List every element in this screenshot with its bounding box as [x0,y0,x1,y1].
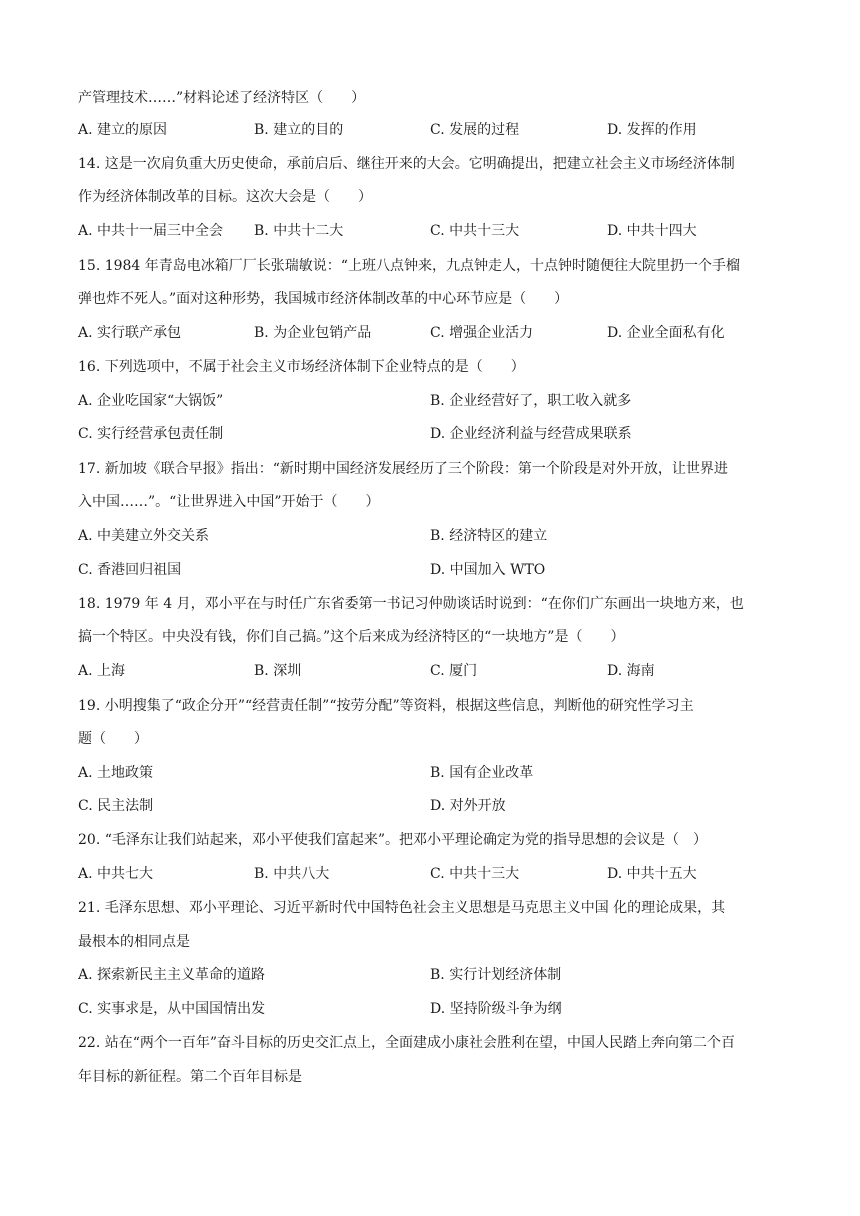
option-15-d[interactable]: D. 企业全面私有化 [607,325,725,341]
question-19-options-row-2 [78,796,790,816]
question-15-options [78,323,790,343]
option-14-a[interactable]: A. 中共十一届三中全会 [78,223,224,239]
option-20-d[interactable]: D. 中共十五大 [607,866,697,882]
option-19-d[interactable]: D. 对外开放 [430,798,506,814]
option-13-a[interactable]: A. 建立的原因 [78,122,168,138]
option-14-d[interactable]: D. 中共十四大 [607,223,697,239]
question-14-stem-1: 14. 这是一次肩负重大历史使命，承前启后、继往开来的大会。它明确提出，把建立社会主义市场经济体制 [78,156,735,172]
option-16-b[interactable]: B. 企业经营好了，职工收入就多 [430,393,632,409]
option-18-a[interactable]: A. 上海 [78,663,126,679]
question-19-options-row-1 [78,763,790,783]
option-16-c[interactable]: C. 实行经营承包责任制 [78,426,224,442]
question-22-stem-2: 年目标的新征程。第二个百年目标是 [78,1069,302,1085]
option-13-c[interactable]: C. 发展的过程 [430,122,520,138]
option-15-a[interactable]: A. 实行联产承包 [78,325,182,341]
option-14-c[interactable]: C. 中共十三大 [430,223,520,239]
option-18-c[interactable]: C. 厦门 [430,663,478,679]
option-15-c[interactable]: C. 增强企业活力 [430,325,534,341]
question-21-stem-1: 21. 毛泽东思想、邓小平理论、习近平新时代中国特色社会主义思想是马克思主义中国 化的理论成果，其 [78,900,726,916]
question-13-options [78,120,790,140]
question-16-options-row-1 [78,391,790,411]
question-14-options [78,221,790,241]
question-19-stem-2: 题（ ） [78,731,148,747]
question-16-stem: 16. 下列选项中，不属于社会主义市场经济体制下企业特点的是（ ） [78,359,525,375]
option-15-b[interactable]: B. 为企业包销产品 [254,325,372,341]
option-13-d[interactable]: D. 发挥的作用 [607,122,697,138]
question-20-options [78,864,790,884]
option-20-c[interactable]: C. 中共十三大 [430,866,520,882]
option-19-c[interactable]: C. 民主法制 [78,798,154,814]
question-18-options [78,661,790,681]
option-20-a[interactable]: A. 中共七大 [78,866,154,882]
option-18-d[interactable]: D. 海南 [607,663,655,679]
question-17-stem-2: 入中国……”。“让世界进入中国”开始于（ ） [78,494,380,510]
question-18-stem-1: 18. 1979 年 4 月，邓小平在与时任广东省委第一书记习仲勋谈话时说到：“在你们广东画出一块地方来，也 [78,596,744,612]
option-19-b[interactable]: B. 国有企业改革 [430,765,534,781]
option-17-b[interactable]: B. 经济特区的建立 [430,528,548,544]
question-13-stem: 产管理技术……”材料论述了经济特区（ ） [78,90,366,106]
question-17-stem-1: 17. 新加坡《联合早报》指出：“新时期中国经济发展经历了三个阶段：第一个阶段是对外开放，让世界进 [78,461,728,477]
option-18-b[interactable]: B. 深圳 [254,663,302,679]
option-17-a[interactable]: A. 中美建立外交关系 [78,528,210,544]
question-17-options-row-1 [78,526,790,546]
option-17-d[interactable]: D. 中国加入 WTO [430,562,546,578]
question-22-stem-1: 22. 站在“两个一百年”奋斗目标的历史交汇点上，全面建成小康社会胜利在望，中国人民踏上奔向第二个百 [78,1035,736,1051]
question-20-stem: 20. “毛泽东让我们站起来，邓小平使我们富起来”。把邓小平理论确定为党的指导思想的会议是（ ） [78,832,708,848]
option-13-b[interactable]: B. 建立的目的 [254,122,344,138]
question-15-stem-1: 15. 1984 年青岛电冰箱厂厂长张瑞敏说：“上班八点钟来，九点钟走人，十点钟时随便往大院里扔一个手榴 [78,258,740,274]
option-21-a[interactable]: A. 探索新民主主义革命的道路 [78,967,266,983]
option-16-a[interactable]: A. 企业吃国家“大锅饭” [78,393,224,409]
question-14-stem-2: 作为经济体制改革的目标。这次大会是（ ） [78,189,372,205]
option-21-b[interactable]: B. 实行计划经济体制 [430,967,562,983]
option-19-a[interactable]: A. 土地政策 [78,765,154,781]
option-20-b[interactable]: B. 中共八大 [254,866,330,882]
question-16-options-row-2 [78,424,790,444]
option-16-d[interactable]: D. 企业经济利益与经营成果联系 [430,426,632,442]
option-14-b[interactable]: B. 中共十二大 [254,223,344,239]
option-17-c[interactable]: C. 香港回归祖国 [78,562,182,578]
question-21-options-row-1 [78,965,790,985]
question-15-stem-2: 弹也炸不死人。”面对这种形势，我国城市经济体制改革的中心环节应是（ ） [78,291,569,307]
option-21-c[interactable]: C. 实事求是，从中国国情出发 [78,1001,266,1017]
option-21-d[interactable]: D. 坚持阶级斗争为纲 [430,1001,562,1017]
question-17-options-row-2 [78,560,790,580]
question-18-stem-2: 搞一个特区。中央没有钱，你们自己搞。”这个后来成为经济特区的“一块地方”是（ ） [78,629,625,645]
question-21-stem-2: 最根本的相同点是 [78,934,190,950]
question-21-options-row-2 [78,999,790,1019]
question-19-stem-1: 19. 小明搜集了“政企分开”“经营责任制”“按劳分配”等资料，根据这些信息，判断他的研究性学习主 [78,698,694,714]
